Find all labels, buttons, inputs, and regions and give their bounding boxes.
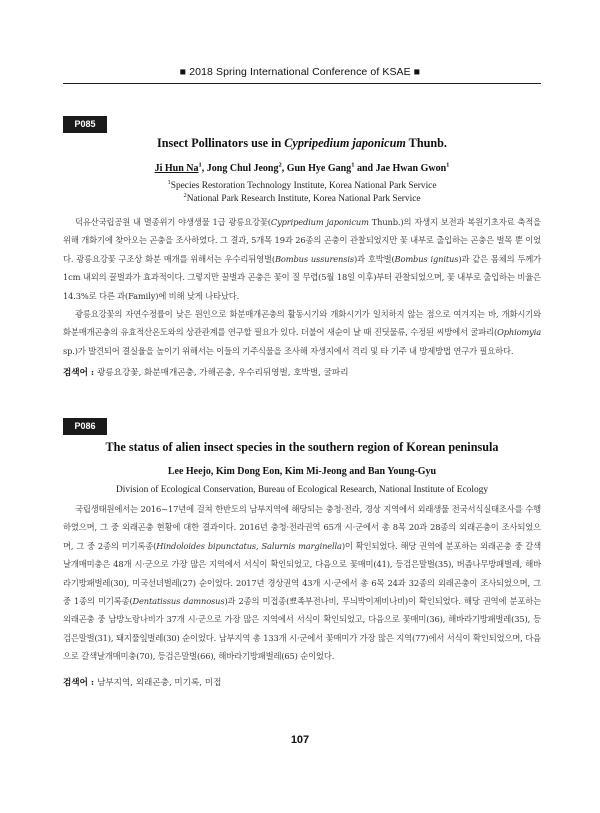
keywords-p085 [63, 366, 541, 378]
text-run: Thunb.)의 자생지 보전과 복원기초자료 축적을 위해 개화기에 찾아오는 곤충을 조사하였다. 그 결과, 5개목 19과 26종의 곤충이 관찰되었지만 꽃 내부로 출입하는 곤충은 벌목 뿐 이었다. 광릉요강꽃 구조상 화분 매개를 위해서는 우수리뒤영벌( [63, 217, 541, 264]
conference-header: ■ 2018 Spring International Conference of KSAE ■ [179, 66, 421, 78]
abstract-tag-p085: P085 [63, 116, 107, 133]
affiliation-p086: Division of Ecological Conservation, Bureau of Ecological Research, National Institute of Ecology [115, 485, 489, 495]
abstract-title-p086: The status of alien insect species in the southern region of Korean peninsula [105, 440, 499, 454]
body-paragraph [63, 500, 541, 666]
text-run: , [256, 540, 262, 551]
page-number: 107 [290, 734, 310, 746]
text-run: )과 호박벌( [353, 253, 395, 264]
affiliation-sup: 1 [167, 178, 171, 186]
author-presenter: Ji Hun Na [154, 163, 199, 174]
author-list-p085 [63, 163, 541, 174]
author-sep: , [201, 163, 207, 174]
affiliation-text: Species Restoration Technology Institute, Korea National Park Service [170, 181, 437, 191]
title-text: Insect Pollinators use in [157, 136, 285, 150]
body-paragraph [63, 305, 541, 360]
abstract-tag-p086: P086 [63, 418, 107, 435]
species-name: Cypripedium japonicum [270, 217, 369, 227]
abstract-body-p085 [63, 213, 541, 360]
abstract-title-p085 [63, 136, 541, 151]
text-run: )이 확인되었다. 해당 권역에 분포하는 외래곤충 중 갈색날개매미충은 48개 시·군으로 가장 많은 지역에서 서식이 확인되었고, 다음으로 꽃매미(41), 등검은말벌(35), 버즘나무방패벌레, 해바라기방패벌레(30), 미국선녀벌레(27) 순이었다. 2017년 경상권역 43개 시·군에서 총 6목 24과 32종의 외래곤충이 조사되었으며, 그 중 1종의 미기록종( [63, 540, 542, 607]
author-sup: 1 [351, 161, 355, 169]
species-name: Ophiomyia [497, 327, 541, 338]
keywords-p086 [63, 676, 541, 688]
keywords-label: 검색어 : [63, 368, 98, 378]
text-run: )과 2종의 미접종(뾰족부전나비, 무늬박이제비나비)이 확인되었다. 해당 권역에 분포하는 외래곤충 중 남방노랑나비가 37개 시·군으로 가장 많은 지역에서 서식이 확인되었고, 다음으로 꽃매미(36), 해바라기방패벌레(35), 등검은말벌(31), 돼지풀잎벌레(30) 순이었다. 남부지역 총 133개 시·군에서 꽃매미가 가장 많은 지역(77)에서 서식이 확인되었으며, 다음으로 갈색날개매미충(70), 등검은말벌(66), 해바라기방패벌레(65) 순이었다. [63, 596, 542, 662]
affiliations-p085 [63, 180, 541, 206]
author-list-p086: Lee Heejo, Kim Dong Eon, Kim Mi-Jeong and Ban Young-Gyu [167, 466, 437, 477]
text-run: 국립생태원에서는 2016~17년에 걸쳐 한반도의 남부지역에 해당되는 충청·전라, 경상 지역에서 외래생물 전국서식실태조사를 수행하였으며, 그 중 외래곤충 현황에 대한 결과이다. 2016년 충청·전라권역 65개 시·군에서 총 8목 20과 28종의 외래곤충이 조사되었으며, 그 중 2종의 미기록종( [63, 504, 541, 551]
affiliation-sup: 2 [183, 191, 187, 199]
author: Gun Hye Gang [286, 163, 352, 174]
author-sep: , [281, 163, 287, 174]
affiliation [63, 193, 541, 206]
author: Jae Hwan Gwon [375, 163, 447, 174]
text-run: 덕유산국립공원 내 멸종위기 야생생물 1급 광릉요강꽃( [75, 217, 271, 227]
title-text-end: Thunb. [405, 136, 447, 150]
abstract-body-p086 [63, 500, 541, 666]
affiliation-text: National Park Research Institute, Korea National Park Service [186, 194, 421, 204]
author-sep: and [354, 163, 376, 174]
title-species: Cypripedium japonicum [284, 136, 406, 150]
keywords-text: 광릉요강꽃, 화분매개곤충, 가해곤충, 우수리뒤영벌, 호박벌, 굴파리 [97, 368, 349, 378]
species-name: Hindoloides bipunctatus [156, 540, 257, 551]
keywords-text: 남부지역, 외래곤충, 미기록, 미접 [97, 678, 222, 688]
author-sup: 1 [446, 161, 450, 169]
text-run: 광릉요강꽃의 자연수정률이 낮은 원인으로 화분매개곤충의 활동시기와 개화시기가 일치하지 않는 점으로 여겨지는 바, 개화시기와 화분매개곤충의 유효적산온도와의 상관관계를 연구할 필요가 있다. 더불어 새순이 날 때 진딧물류, 수정된 씨방에서 굴파리( [63, 309, 541, 338]
author: Jong Chul Jeong [206, 163, 279, 174]
species-name: Bombus ignitus [394, 253, 459, 264]
keywords-label: 검색어 : [63, 678, 98, 688]
body-paragraph [63, 213, 541, 305]
author-sup: 1 [198, 161, 202, 169]
species-name: Bombus ussurensis [274, 253, 354, 264]
species-name: Dentatissus damnosus [132, 596, 225, 607]
header-divider [63, 83, 541, 84]
author-sup: 2 [278, 161, 282, 169]
affiliation [63, 180, 541, 193]
text-run: sp.)가 발견되어 결실율을 높이기 위해서는 이들의 기주식물을 조사해 자생지에서 격리 및 타 기주 내 방제방법 연구가 필요하다. [63, 345, 514, 356]
species-name: Salurnis marginella [261, 540, 342, 551]
text-run: )과 같은 몸체의 두께가 1cm 내외의 꿀벌과가 효과적이다. 그렇지만 꿀벌과 곤충은 꽃이 질 무렵(5월 18일 이후)부터 관찰되었으며, 꽃 내부로 출입하는 비율은 14.3%로 다른 과(Family)에 비해 낮게 나타났다. [63, 253, 541, 301]
